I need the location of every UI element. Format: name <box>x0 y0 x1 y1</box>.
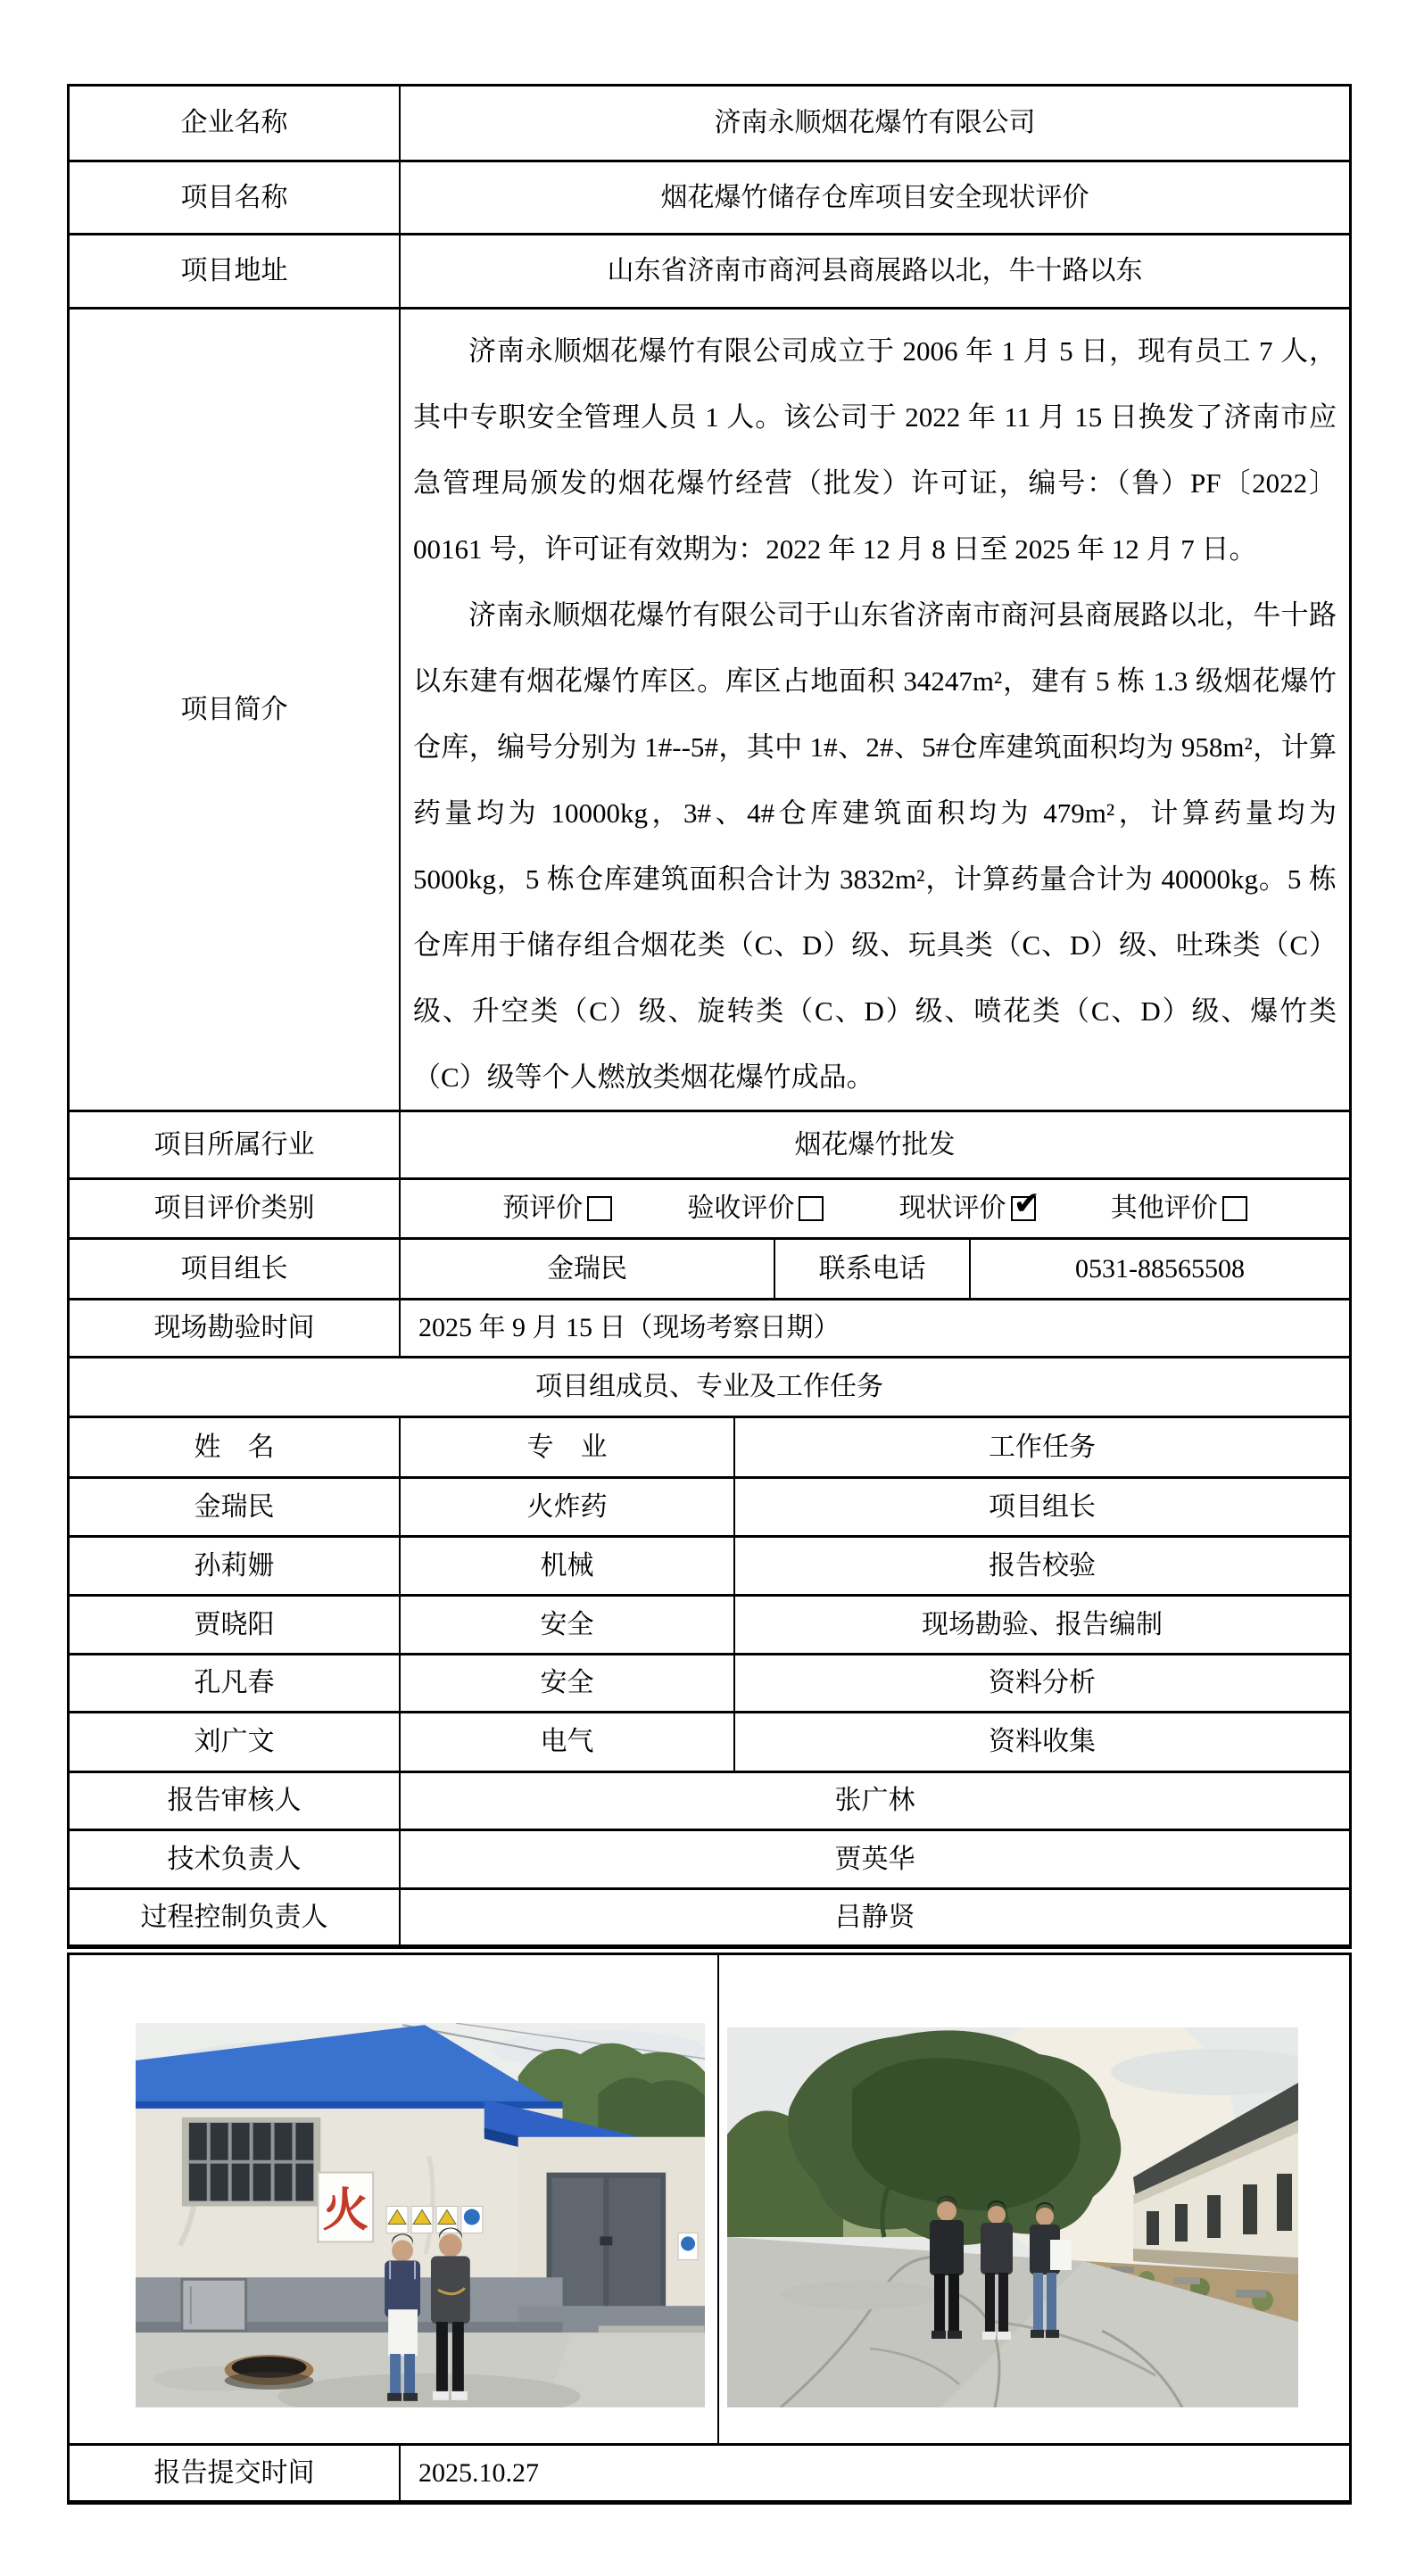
survey-time-label: 现场勘验时间 <box>153 1313 315 1343</box>
eval-option-current-status-label: 现状评价 <box>898 1193 1006 1224</box>
eval-option-other-label: 其他评价 <box>1110 1193 1218 1224</box>
row-report-reviewer <box>70 1771 1349 1829</box>
project-address-label: 项目地址 <box>180 256 288 286</box>
column-task: 工作任务 <box>733 1418 1349 1476</box>
submit-time-value: 2025.10.27 <box>399 2446 1349 2500</box>
company-name-label: 企业名称 <box>180 108 288 138</box>
eval-option-current-status <box>899 1192 1036 1226</box>
checkbox-checked-icon <box>1011 1196 1036 1221</box>
fire-sign-text: 火 <box>322 2185 369 2237</box>
survey-time-value: 2025 年 9 月 15 日（现场考察日期） <box>399 1300 1349 1356</box>
member-major: 机械 <box>399 1538 733 1594</box>
checkbox-icon <box>799 1196 824 1221</box>
row-evaluation-type <box>70 1177 1349 1237</box>
project-intro-text <box>399 310 1349 1110</box>
site-photo-road <box>727 2027 1298 2407</box>
table-row <box>70 1594 1349 1653</box>
checkbox-icon <box>587 1196 612 1221</box>
eval-option-acceptance <box>687 1192 824 1226</box>
site-photo-warehouse <box>136 2023 705 2407</box>
member-major: 安全 <box>399 1597 733 1653</box>
row-project-leader <box>70 1237 1349 1298</box>
row-process-control-lead <box>70 1887 1349 1944</box>
row-company-name <box>70 87 1349 160</box>
industry-label: 项目所属行业 <box>153 1129 315 1160</box>
eval-option-other <box>1111 1192 1247 1226</box>
team-header: 项目组成员、专业及工作任务 <box>535 1372 883 1402</box>
project-info-table <box>67 84 1352 1949</box>
process-control-lead-value: 吕静贤 <box>399 1890 1349 1944</box>
table-row <box>70 1711 1349 1771</box>
technical-lead-label: 技术负责人 <box>167 1844 302 1874</box>
report-reviewer-value: 张广林 <box>399 1773 1349 1829</box>
member-major: 安全 <box>399 1655 733 1711</box>
eval-option-pre <box>502 1192 612 1226</box>
process-control-lead-label: 过程控制负责人 <box>140 1902 328 1932</box>
intro-paragraph-1: 济南永顺烟花爆竹有限公司成立于 2006 年 1 月 5 日，现有员工 7 人，其中专职安全管理人员 1 人。该公司于 2022 年 11 月 15 日换发了济南市应急管理局颁发的烟花爆竹经营（批发）许可证，编号：（鲁）PF〔2022〕00161 号，许可证有效期为：2022 年 12 月 8 日至 2025 年 12 月 7 日。 <box>413 335 1337 565</box>
row-team-columns <box>70 1416 1349 1476</box>
member-task: 资料分析 <box>733 1655 1349 1711</box>
row-project-intro <box>70 307 1349 1110</box>
project-leader-label: 项目组长 <box>180 1253 288 1284</box>
row-industry <box>70 1110 1349 1177</box>
row-photos <box>70 1955 1349 2443</box>
member-major: 火炸药 <box>399 1479 733 1535</box>
eval-option-acceptance-label: 验收评价 <box>687 1193 795 1224</box>
site-photos-table <box>67 1953 1352 2505</box>
row-technical-lead <box>70 1829 1349 1887</box>
checkbox-icon <box>1222 1196 1247 1221</box>
contact-phone-value: 0531-88565508 <box>969 1240 1349 1298</box>
submit-time-label: 报告提交时间 <box>153 2457 315 2488</box>
report-reviewer-label: 报告审核人 <box>167 1786 302 1816</box>
intro-paragraph-2: 济南永顺烟花爆竹有限公司于山东省济南市商河县商展路以北，牛十路以东建有烟花爆竹库区。库区占地面积 34247m²，建有 5 栋 1.3 级烟花爆竹仓库，编号分别为 1#--5#，其中 1#、2#、5#仓库建筑面积均为 958m²，计算药量均为 10000kg，3#、4#仓库建筑面积均为 479m²，计算药量均为 5000kg，5 栋仓库建筑面积合计为 3832m²，计算药量合计为 40000kg。5 栋仓库用于储存组合烟花类（C、D）级、玩具类（C、D）级、吐珠类（C）级、升空类（C）级、旋转类（C、D）级、喷花类（C、D）级、爆竹类（C）级等个人燃放类烟花爆竹成品。 <box>413 599 1337 1093</box>
eval-option-pre-label: 预评价 <box>502 1193 584 1224</box>
table-row <box>70 1476 1349 1535</box>
project-intro-label: 项目简介 <box>180 694 288 724</box>
row-survey-time <box>70 1298 1349 1356</box>
column-major: 专 业 <box>399 1418 733 1476</box>
table-row <box>70 1653 1349 1711</box>
evaluation-options <box>399 1180 1349 1237</box>
photo-cell-right <box>717 1955 1349 2443</box>
evaluation-type-label: 项目评价类别 <box>153 1193 315 1224</box>
member-task: 资料收集 <box>733 1713 1349 1771</box>
road-photo-illustration <box>727 2027 1298 2407</box>
member-task: 项目组长 <box>733 1479 1349 1535</box>
row-submit-time <box>70 2443 1349 2500</box>
technical-lead-value: 贾英华 <box>399 1831 1349 1887</box>
member-major: 电气 <box>399 1713 733 1771</box>
member-task: 报告校验 <box>733 1538 1349 1594</box>
company-name-value: 济南永顺烟花爆竹有限公司 <box>399 87 1349 160</box>
member-task: 现场勘验、报告编制 <box>733 1597 1349 1653</box>
member-name: 贾晓阳 <box>194 1609 275 1639</box>
table-row <box>70 1535 1349 1594</box>
industry-value: 烟花爆竹批发 <box>399 1112 1349 1177</box>
project-leader-name: 金瑞民 <box>399 1240 774 1298</box>
row-project-name <box>70 160 1349 233</box>
column-name: 姓 名 <box>194 1432 275 1462</box>
member-name: 孔凡春 <box>194 1668 275 1698</box>
project-address-value: 山东省济南市商河县商展路以北，牛十路以东 <box>399 235 1349 307</box>
project-name-label: 项目名称 <box>180 182 288 212</box>
project-name-value: 烟花爆竹储存仓库项目安全现状评价 <box>399 162 1349 233</box>
warehouse-photo-illustration <box>136 2023 705 2407</box>
row-team-header <box>70 1356 1349 1416</box>
photo-cell-left <box>70 1955 717 2443</box>
member-name: 刘广文 <box>194 1727 275 1757</box>
member-name: 孙莉姗 <box>194 1550 275 1581</box>
contact-phone-label: 联系电话 <box>774 1240 969 1298</box>
member-name: 金瑞民 <box>194 1491 275 1522</box>
row-project-address <box>70 233 1349 307</box>
